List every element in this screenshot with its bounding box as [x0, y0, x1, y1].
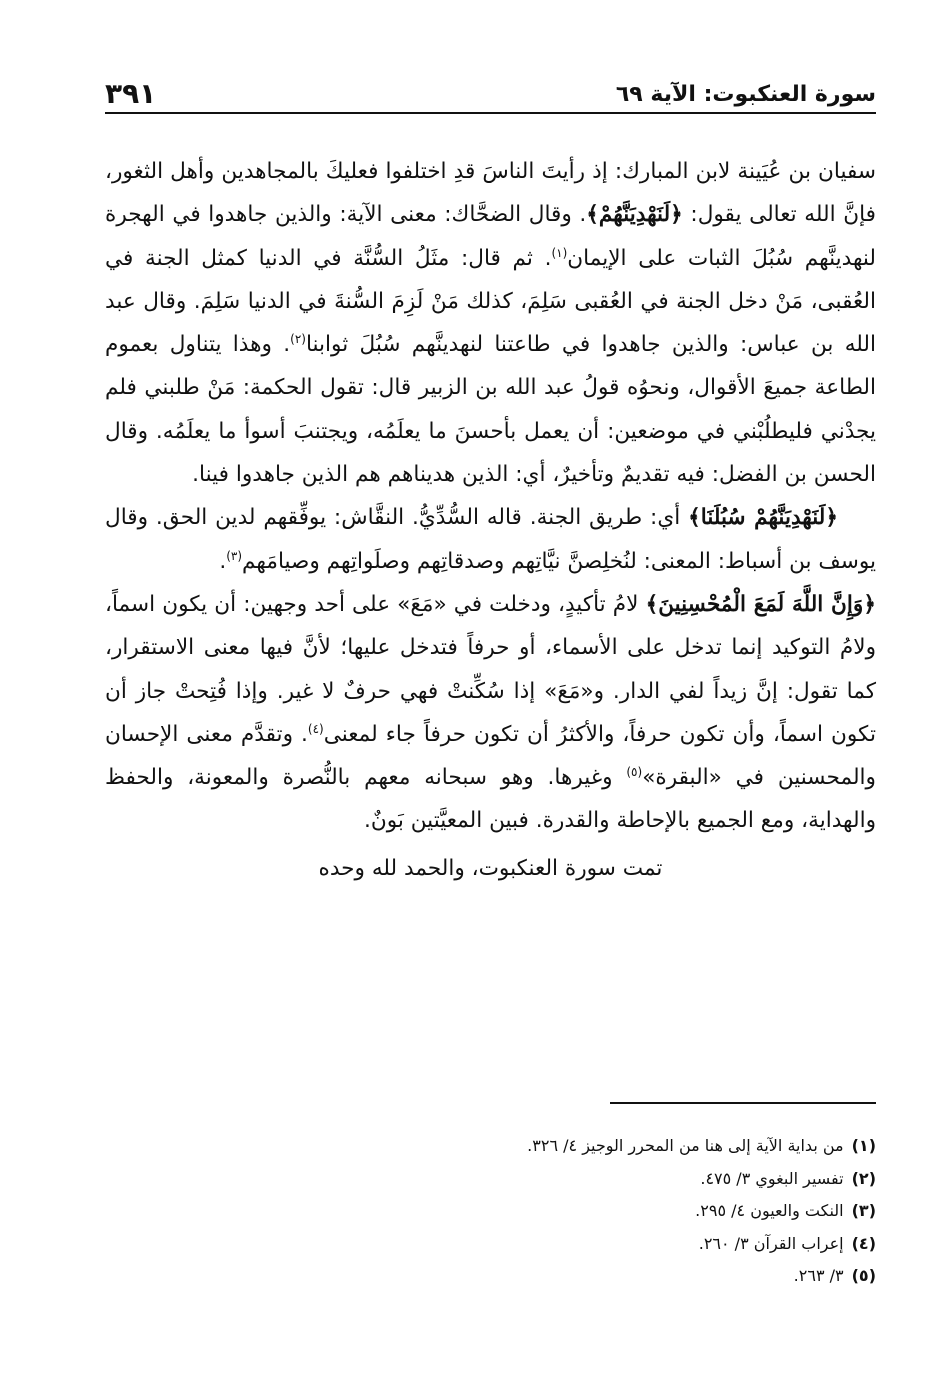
quran-quote: ﴿لَنَهْدِيَنَّهُمْ سُبُلَنَا﴾ — [688, 505, 838, 531]
footnote-item — [105, 1228, 876, 1261]
footnote-text: إعراب القرآن ٣/ ٢٦٠. — [698, 1233, 844, 1253]
text-run: . ثم قال: مثَلُ السُّنَّة في الدنيا كمثل الجنة في العُقبى، مَنْ دخل الجنة في العُقبى سَلِمَ، كذلك مَنْ لَزِمَ السُّنةَ في الدنيا سَلِمَ. وقال عبد الله بن عباس: والذين جاهدوا في طاعتنا لنهدينَّهم سُبُلَ ثوابنا — [105, 245, 877, 358]
text-run: . — [219, 548, 227, 574]
footnote-item — [105, 1195, 876, 1228]
quran-quote: ﴿وَإِنَّ اللَّهَ لَمَعَ الْمُحْسِنِينَ﴾ — [645, 591, 876, 617]
footnote-item — [105, 1260, 876, 1293]
footnote-item — [105, 1163, 876, 1196]
footnote-ref[interactable]: (٢) — [290, 332, 306, 346]
footnote-text: من بداية الآية إلى هنا من المحرر الوجيز ٤/ ٣٢٦. — [527, 1136, 844, 1155]
footnote-text: تفسير البغوي ٣/ ٤٧٥. — [700, 1168, 844, 1188]
footnote-number: (١) — [851, 1136, 876, 1155]
text-run: لامُ تأكيدٍ، ودخلت في «مَعَ» على أحد وجهين: أن يكون اسماً، ولامُ التوكيد إنما تدخل على الأسماء، أو حرفاً فتدخل عليها؛ لأنَّ فيها معنى الاستقرار، كما تقول: إنَّ زيداً لفي الدار. و«مَعَ» إذا سُكِّنتْ فهي حرفٌ لا غير. وإذا فُتِحتْ جاز أن تكون اسماً، وأن تكون حرفاً، والأكثرُ أن تكون حرفاً جاء لمعنى — [105, 591, 876, 747]
closing-line: تمت سورة العنكبوت، والحمد لله وحده — [318, 855, 663, 881]
main-text — [105, 150, 876, 890]
footnote-number: (٢) — [851, 1168, 876, 1188]
footnote-text: النكت والعيون ٤/ ٢٩٥. — [695, 1201, 844, 1220]
footnote-ref[interactable]: (١) — [551, 245, 568, 260]
footnote-ref[interactable]: (٤) — [307, 721, 324, 736]
footnote-ref[interactable]: (٥) — [626, 764, 643, 779]
text-run: سفيان بن عُيَينة لابن المبارك: إذ رأيتَ الناسَ قدِ اختلفوا فعليكَ بالمجاهدين وأهل الثغور، فإنَّ الله تعالى يقول: — [105, 159, 876, 228]
footnote-number: (٥) — [851, 1266, 876, 1285]
footnotes — [105, 1130, 876, 1293]
footnote-divider — [610, 1102, 876, 1104]
text-run: وغيرها. وهو سبحانه معهم بالنُّصرة والمعونة، والحفظ والهداية، ومع الجميع بالإحاطة والقدرة. فبين المعيَّتين بَونٌ. — [105, 765, 876, 834]
footnote-text: ٣/ ٢٦٣. — [793, 1266, 844, 1285]
paragraph-1 — [105, 150, 876, 496]
footnote-item — [105, 1130, 876, 1163]
quran-quote: ﴿لَنَهْدِيَنَّهُمْ﴾ — [586, 202, 683, 228]
text-run: . وقال الضحَّاك: معنى الآية: والذين جاهدوا في الهجرة لنهدينَّهم سُبُلَ الثبات على الإيمان — [105, 202, 876, 271]
text-run: أي: طريق الجنة. قاله السُّدِّيُّ. النقَّاش: يوفِّقهم لدين الحق. وقال يوسف بن أسباط: المعنى: لنُخلِصنَّ نيَّاتِهم وصدقاتِهم وصلَواتِهم وصيامَهم — [105, 505, 876, 574]
footnote-number: (٣) — [851, 1201, 876, 1220]
text-run: . وتقدَّم معنى الإحسان والمحسنين في «البقرة» — [105, 721, 876, 791]
running-header — [105, 70, 876, 114]
footnote-ref[interactable]: (٣) — [226, 548, 243, 563]
page-number: ٣٩١ — [105, 77, 157, 110]
text-run: . وهذا يتناول بعموم الطاعة جميعَ الأقوال، ونحوُه قولُ عبد الله بن الزبير قال: تقول الحكمة: مَنْ طلبني فلم يجدْني فليطلُبْني في موضعين: أن يعمل بأحسنَ ما يعلَمُه، ويجتنبَ أسوأ ما يعلَمُه. وقال الحسن بن الفضل: فيه تقديمٌ وتأخيرٌ، أي: الذين هديناهم هم الذين جاهدوا فينا. — [105, 332, 876, 488]
footnote-number: (٤) — [851, 1233, 876, 1253]
paragraph-3 — [105, 583, 876, 843]
paragraph-2 — [105, 496, 876, 583]
surah-title: سورة العنكبوت: الآية ٦٩ — [615, 82, 876, 107]
